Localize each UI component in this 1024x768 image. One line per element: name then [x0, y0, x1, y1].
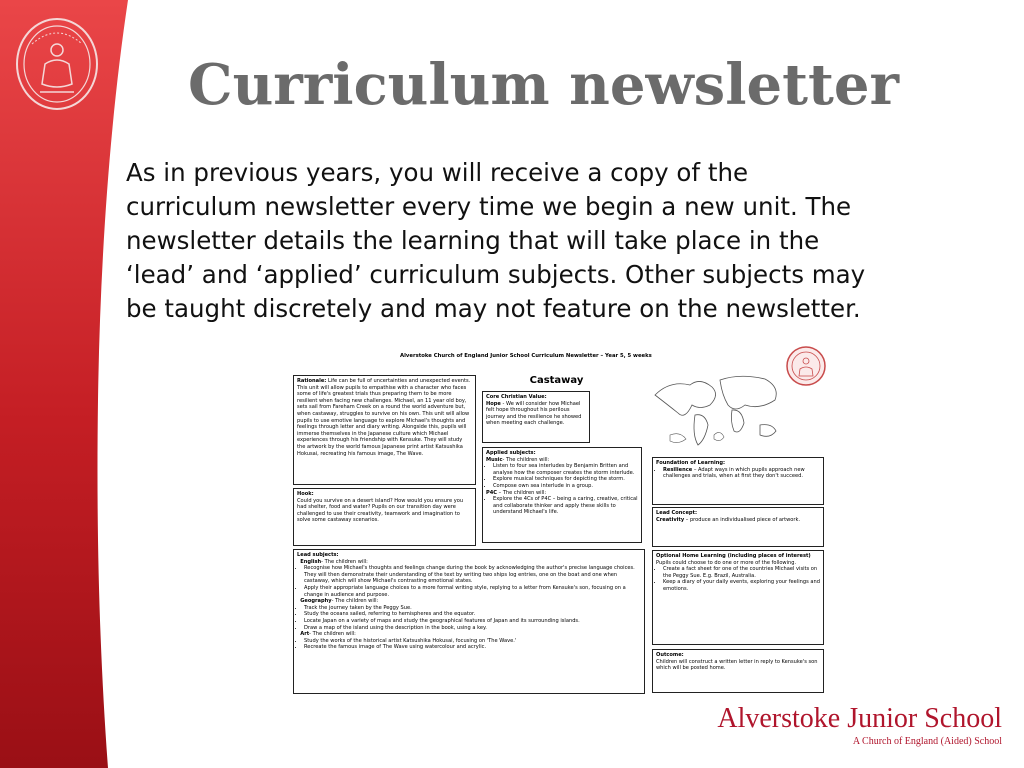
outcome-text: Children will construct a written letter in reply to Kensuke's son which will be posted home. [656, 658, 818, 672]
newsletter-document [290, 345, 835, 695]
list-item: • Study the oceans sailed, referring to hemispheres and the equator. [304, 611, 641, 618]
geography-intro: - The children will: [331, 598, 379, 605]
lead-concept-box [652, 507, 824, 547]
world-map-icon [650, 365, 790, 460]
p4c-label: P4C [486, 489, 498, 496]
hook-text: Could you survive on a desert island? How would you ensure you had shelter, food and water? Pupils on our transition day were challenged to use their creativity, teamwork and imagination to solve some castaway scenarios. [297, 497, 464, 524]
list-item: • Track the journey taken by the Peggy Sue. [304, 605, 641, 612]
christian-value-text: - We will consider how Michael felt hope throughout his perilous journey and the resilience he showed when meeting each challenge. [486, 400, 582, 427]
list-item: • Explore musical techniques for depicting the storm. [493, 476, 638, 483]
lead-subjects-heading: Lead subjects: [297, 552, 339, 558]
applied-subjects-box [482, 447, 642, 543]
hook-heading: Hook: [297, 491, 314, 497]
slide-title: Curriculum newsletter [188, 52, 899, 118]
outcome-heading: Outcome: [656, 652, 684, 658]
list-item: • Keep a diary of your daily events, exploring your feelings and emotions. [663, 579, 820, 592]
list-item: • Draw a map of the island using the description in the book, using a key. [304, 625, 641, 632]
red-side-bar [0, 0, 130, 768]
list-item: • Recognise how Michael's thoughts and feelings change during the book by acknowledging the author's precise language choices. They will then demonstrate their understanding of the text by writing two ships log entries, one on the boat and one when castaway, which will show Michael's contrasting emotional states. [304, 565, 641, 585]
intro-line: As in previous years, you will receive a copy of the [126, 158, 749, 187]
list-item: • Compose own sea interlude in a group. [493, 483, 638, 490]
newsletter-header: Alverstoke Church of England Junior School Curriculum Newsletter – Year 5, 5 weeks [400, 353, 652, 359]
school-subtitle: A Church of England (Aided) School [852, 736, 1002, 747]
lead-concept-heading: Lead Concept: [656, 510, 698, 516]
list-item: • Explore the 4Cs of P4C – being a caring, creative, critical and collaborate thinker and apply these skills to understand Michael's life. [493, 496, 638, 516]
newsletter-seal-icon [785, 345, 827, 387]
unit-title: Castaway [529, 375, 584, 386]
list-item: • Listen to four sea interludes by Benjamin Britten and analyse how the composer creates the storm interlude. [493, 463, 638, 476]
foundation-text: – Adapt ways in which pupils approach new challenges and trials, when at first they don't succeed. [663, 466, 805, 480]
intro-line: be taught discretely and may not feature on the newsletter. [126, 294, 861, 323]
foundation-box [652, 457, 824, 505]
list-item: • Study the works of the historical artist Katsushika Hokusai, focusing on 'The Wave.' [304, 638, 641, 645]
list-item: • Create a fact sheet for one of the countries Michael visits on the Peggy Sue. E.g. Brazil, Australia. [663, 566, 820, 579]
rationale-heading: Rationale: [297, 378, 327, 384]
intro-line: newsletter details the learning that will take place in the [126, 226, 820, 255]
list-item: • Locate Japan on a variety of maps and study the geographical features of Japan and its surrounding islands. [304, 618, 641, 625]
home-learning-box [652, 550, 824, 645]
p4c-intro: – The children will: [498, 489, 547, 496]
english-label: English [300, 558, 322, 565]
school-name-logo: Alverstoke Junior School [717, 703, 1002, 734]
outcome-box [652, 649, 824, 693]
intro-paragraph [126, 156, 1006, 326]
school-seal-icon [12, 14, 102, 114]
applied-heading: Applied subjects: [486, 450, 536, 456]
list-item: • Recreate the famous image of The Wave using watercolour and acrylic. [304, 644, 641, 651]
rationale-box [293, 375, 476, 485]
christian-value-label: Hope [486, 400, 501, 407]
art-label: Art [300, 631, 310, 638]
foundation-heading: Foundation of Learning: [656, 460, 726, 466]
hook-box [293, 488, 476, 546]
lead-subjects-box [293, 549, 645, 694]
music-intro: - The children will: [502, 456, 550, 463]
art-intro: - The children will: [309, 631, 356, 638]
lead-concept-label: Creativity [656, 516, 685, 523]
christian-value-heading: Core Christian Value: [486, 394, 547, 400]
foundation-label: Resilience [663, 466, 693, 473]
geography-label: Geography [300, 598, 332, 605]
intro-line: curriculum newsletter every time we begin a new unit. The [126, 192, 852, 221]
rationale-text: Life can be full of uncertainties and unexpected events. This unit will allow pupils to empathise with a character who faces some of life's greatest trials thus preparing them to be more resilient when facing new challenges. Michael, an 11 year old boy, sets sail from Fareham Creek on a round the world adventure but, when castaway, struggles to survive on his own. This unit will allow pupils to use emotive language to explore Michael's thoughts and feelings through letter and diary writing. Alongside this, pupils will immerse themselves in the Japanese culture which Michael experiences through his friendship with Kensuke. They will study the artwork by the world famous Japanese print artist Katsushika Hokusai, recreating his famous image, The Wave. [297, 378, 471, 457]
intro-line: ‘lead’ and ‘applied’ curriculum subjects. Other subjects may [126, 260, 866, 289]
christian-value-box [482, 391, 590, 443]
list-item: • Apply their appropriate language choices to a more formal writing style, replying to a letter from Kensuke's son, focusing on a change in audience and purpose. [304, 585, 641, 598]
lead-concept-text: – produce an individualised piece of artwork. [685, 516, 801, 523]
music-label: Music [486, 456, 503, 463]
english-intro: - The children will: [321, 558, 368, 565]
home-learning-heading: Optional Home Learning (including places of interest) [656, 553, 811, 559]
home-learning-intro: Pupils could choose to do one or more of the following. [656, 559, 797, 566]
